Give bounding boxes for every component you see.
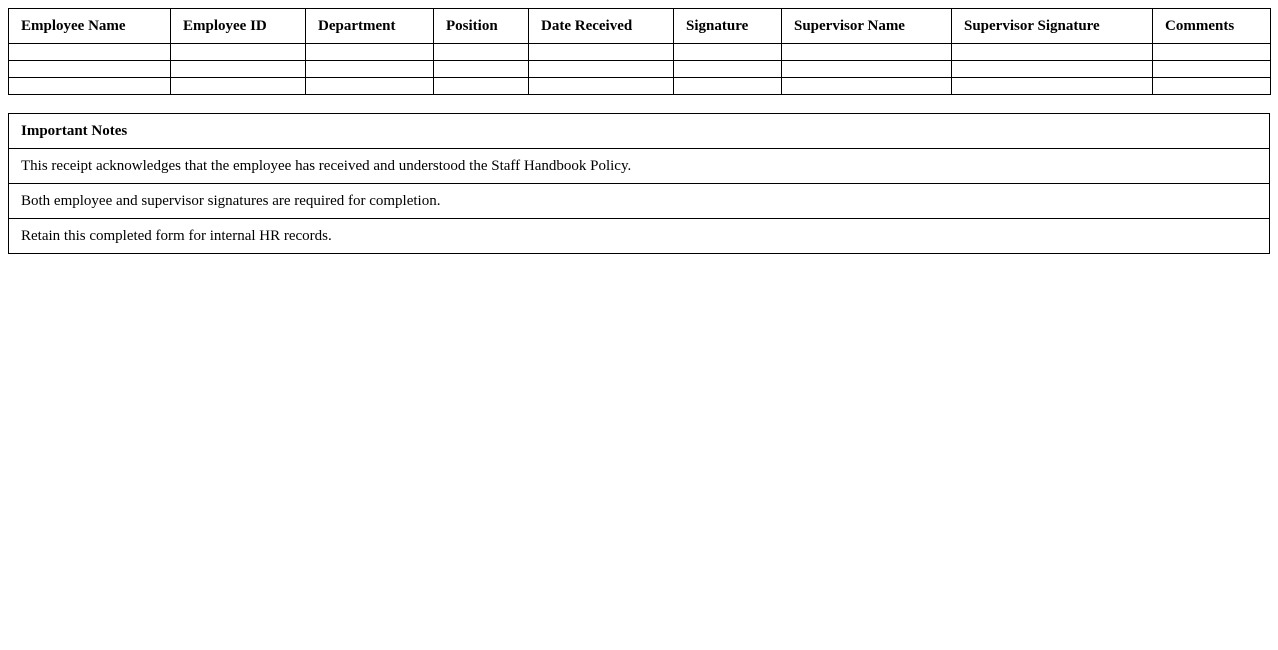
list-item (9, 219, 1270, 254)
cell-signature[interactable] (674, 78, 782, 95)
cell-supervisor-name[interactable] (782, 44, 952, 61)
notes-title: Important Notes (9, 114, 1270, 149)
column-header-employee-id: Employee ID (171, 9, 306, 44)
column-header-department: Department (306, 9, 434, 44)
table-row (9, 61, 1271, 78)
column-header-comments: Comments (1153, 9, 1271, 44)
cell-employee-id[interactable] (171, 78, 306, 95)
page (0, 0, 1278, 254)
cell-employee-name[interactable] (9, 44, 171, 61)
cell-employee-name[interactable] (9, 78, 171, 95)
cell-signature[interactable] (674, 61, 782, 78)
column-header-employee-name: Employee Name (9, 9, 171, 44)
cell-position[interactable] (434, 61, 529, 78)
cell-supervisor-signature[interactable] (952, 61, 1153, 78)
cell-position[interactable] (434, 78, 529, 95)
column-header-signature: Signature (674, 9, 782, 44)
cell-supervisor-signature[interactable] (952, 44, 1153, 61)
table-row (9, 78, 1271, 95)
note-text: Both employee and supervisor signatures are required for completion. (9, 184, 1270, 219)
column-header-supervisor-name: Supervisor Name (782, 9, 952, 44)
cell-signature[interactable] (674, 44, 782, 61)
cell-department[interactable] (306, 78, 434, 95)
cell-comments[interactable] (1153, 44, 1271, 61)
cell-employee-name[interactable] (9, 61, 171, 78)
list-item (9, 149, 1270, 184)
cell-supervisor-name[interactable] (782, 78, 952, 95)
list-item (9, 184, 1270, 219)
column-header-supervisor-signature: Supervisor Signature (952, 9, 1153, 44)
notes-header-row (9, 114, 1270, 149)
note-text: Retain this completed form for internal HR records. (9, 219, 1270, 254)
cell-comments[interactable] (1153, 61, 1271, 78)
cell-date-received[interactable] (529, 78, 674, 95)
cell-comments[interactable] (1153, 78, 1271, 95)
cell-date-received[interactable] (529, 61, 674, 78)
cell-employee-id[interactable] (171, 61, 306, 78)
cell-supervisor-name[interactable] (782, 61, 952, 78)
cell-supervisor-signature[interactable] (952, 78, 1153, 95)
table-row (9, 44, 1271, 61)
cell-department[interactable] (306, 61, 434, 78)
note-text: This receipt acknowledges that the employee has received and understood the Staff Handbook Policy. (9, 149, 1270, 184)
column-header-position: Position (434, 9, 529, 44)
important-notes-table (8, 113, 1270, 254)
cell-department[interactable] (306, 44, 434, 61)
cell-employee-id[interactable] (171, 44, 306, 61)
table-header-row (9, 9, 1271, 44)
cell-position[interactable] (434, 44, 529, 61)
column-header-date-received: Date Received (529, 9, 674, 44)
handbook-receipt-table (8, 8, 1271, 95)
cell-date-received[interactable] (529, 44, 674, 61)
